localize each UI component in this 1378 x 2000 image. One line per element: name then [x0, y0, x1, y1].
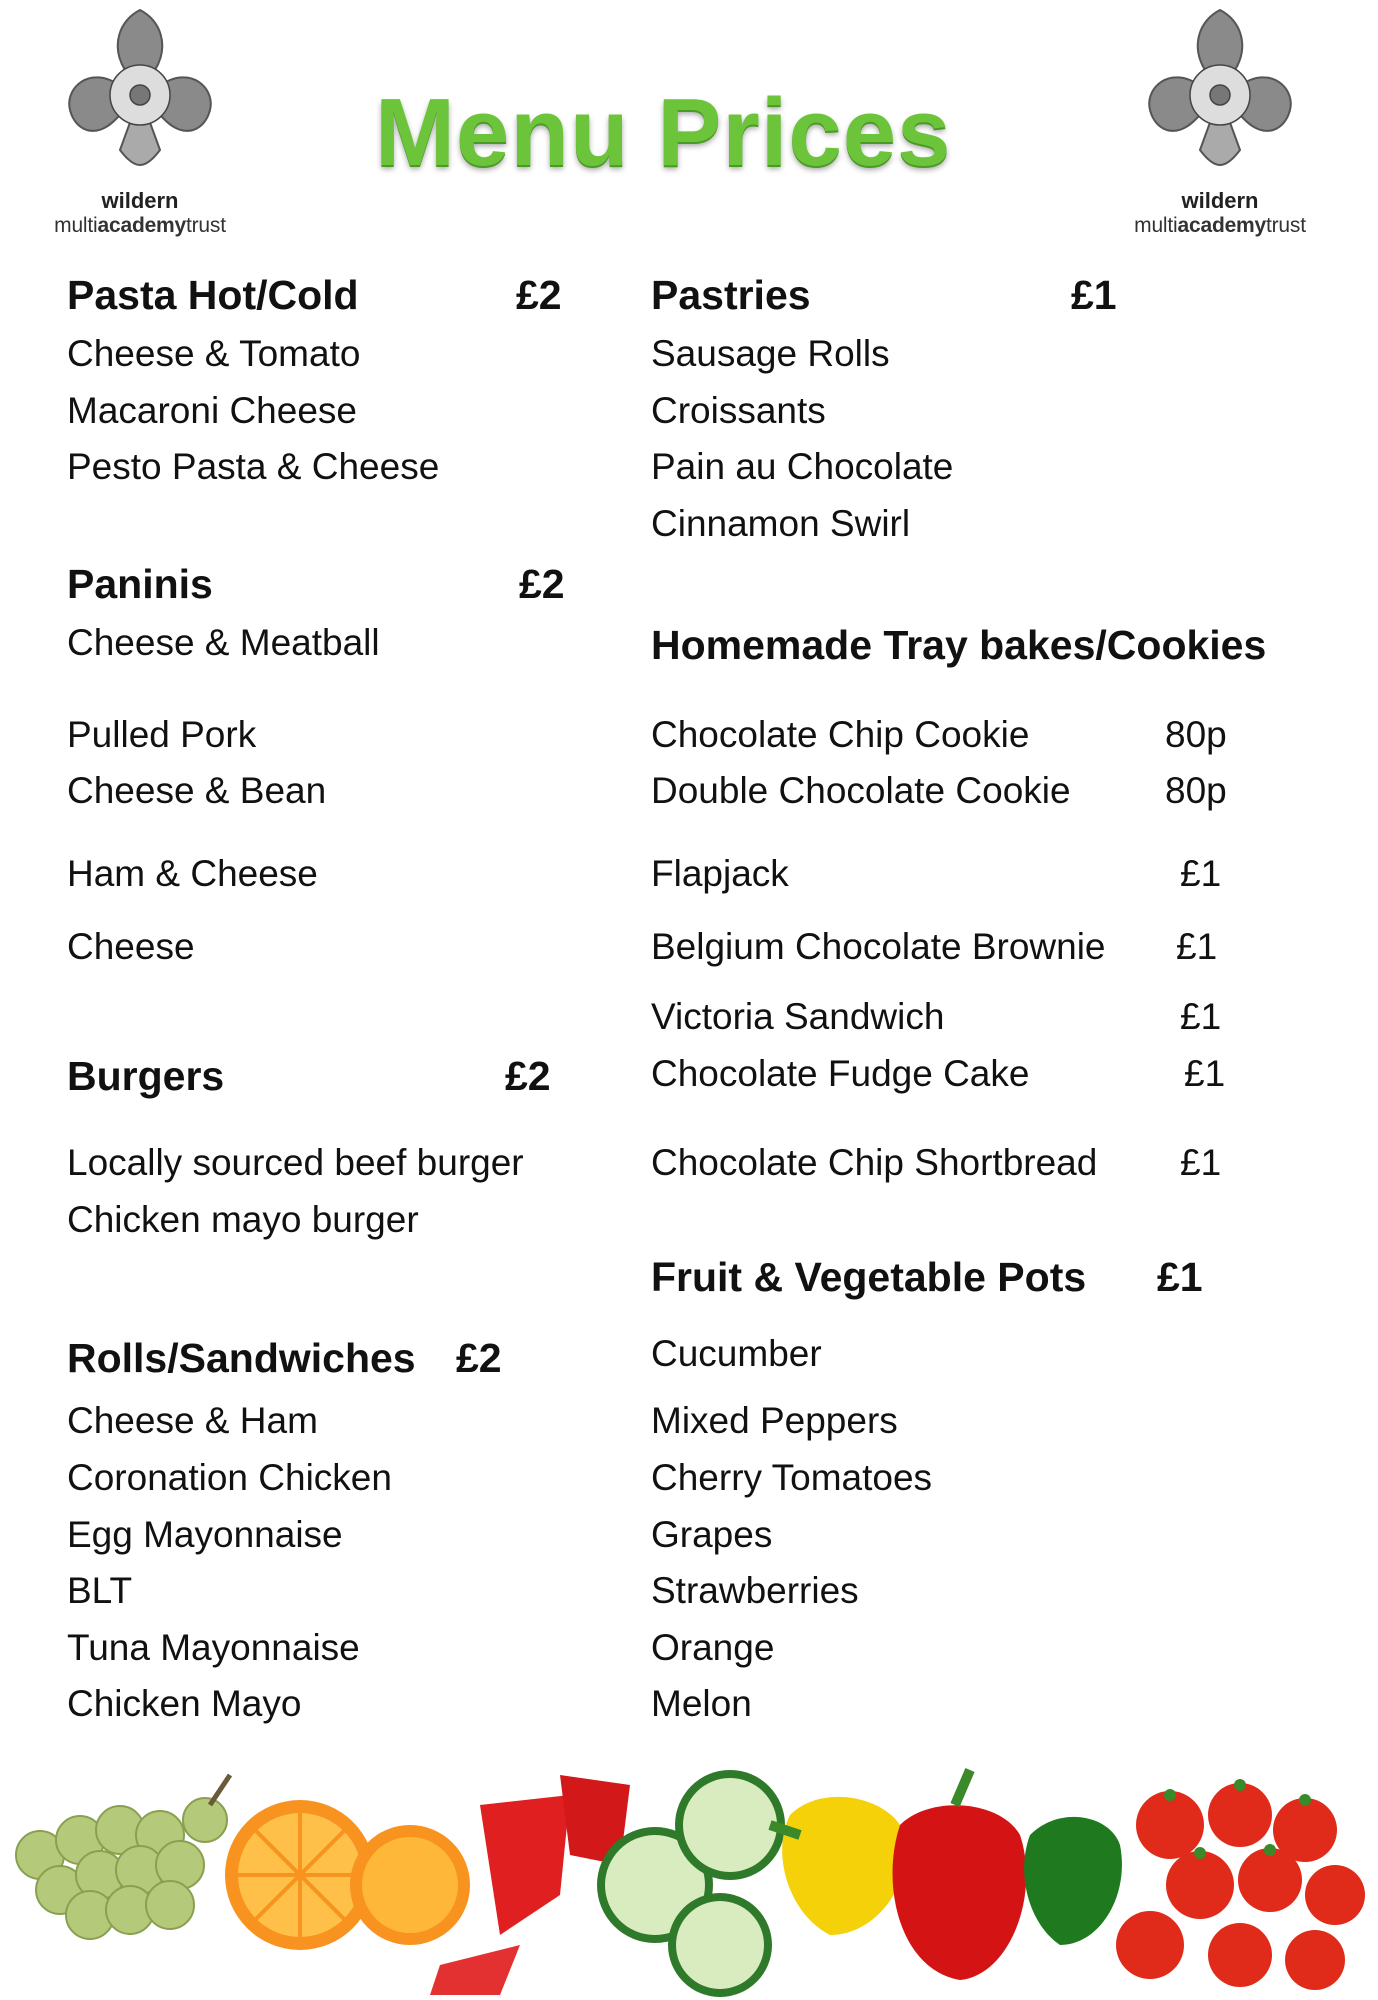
menu-item: Orange [651, 1627, 775, 1668]
menu-item: Egg Mayonnaise [67, 1514, 343, 1555]
pastries-heading: Pastries [651, 272, 811, 318]
logo-name: wildern [101, 188, 179, 213]
menu-item: Melon [651, 1683, 752, 1724]
logo-name: wildern [1181, 188, 1259, 213]
menu-item: Chocolate Fudge Cake [651, 1053, 1030, 1094]
menu-item: Chicken mayo burger [67, 1199, 419, 1240]
menu-item: Ham & Cheese [67, 853, 318, 894]
menu-item: Double Chocolate Cookie [651, 770, 1071, 811]
menu-item: Grapes [651, 1514, 773, 1555]
menu-item: Cheese & Ham [67, 1400, 318, 1441]
menu-item: Pulled Pork [67, 714, 257, 755]
item-price: £1 [1180, 996, 1222, 1037]
menu-item: Flapjack [651, 853, 789, 894]
menu-item: Cheese & Bean [67, 770, 327, 811]
menu-item: Cinnamon Swirl [651, 503, 911, 544]
menu-item: Macaroni Cheese [67, 390, 357, 431]
pasta-heading: Pasta Hot/Cold [67, 272, 359, 318]
menu-item: BLT [67, 1570, 133, 1611]
item-price: 80p [1165, 770, 1227, 811]
flower-logo-icon [1120, 0, 1320, 190]
fruit-vegetable-border [0, 1745, 1378, 2000]
rolls-price: £2 [456, 1335, 502, 1381]
orange-icon [225, 1800, 470, 1950]
fruit-price: £1 [1157, 1254, 1203, 1300]
pasta-price: £2 [516, 272, 562, 318]
menu-item: Strawberries [651, 1570, 859, 1611]
grapes-icon [16, 1775, 230, 1939]
menu-item: Sausage Rolls [651, 333, 890, 374]
fruit-heading: Fruit & Vegetable Pots [651, 1254, 1087, 1300]
menu-item: Pain au Chocolate [651, 446, 954, 487]
paninis-price: £2 [519, 561, 565, 607]
item-price: £1 [1184, 1053, 1226, 1094]
menu-item: Chicken Mayo [67, 1683, 302, 1724]
flower-logo-icon [40, 0, 240, 190]
menu-item: Pesto Pasta & Cheese [67, 446, 440, 487]
item-price: £1 [1180, 1142, 1222, 1183]
menu-item: Victoria Sandwich [651, 996, 945, 1037]
rolls-heading: Rolls/Sandwiches [67, 1335, 416, 1381]
menu-item: Belgium Chocolate Brownie [651, 926, 1106, 967]
menu-item: Chocolate Chip Shortbread [651, 1142, 1098, 1183]
logo-left [30, 0, 250, 238]
red-pepper-icon [893, 1770, 1027, 1980]
cherry-tomato-icon [1116, 1779, 1365, 1990]
logo-trust: multiacademytrust [1134, 214, 1306, 237]
menu-item: Cherry Tomatoes [651, 1457, 933, 1498]
menu-item: Cheese & Tomato [67, 333, 361, 374]
paninis-heading: Paninis [67, 561, 213, 607]
logo-trust: multiacademytrust [54, 214, 226, 237]
item-price: 80p [1165, 714, 1227, 755]
yellow-pepper-icon [770, 1797, 905, 1935]
green-pepper-icon [1024, 1817, 1122, 1945]
menu-item: Croissants [651, 390, 826, 431]
traybakes-heading: Homemade Tray bakes/Cookies [651, 622, 1267, 668]
item-price: £1 [1176, 926, 1218, 967]
burgers-heading: Burgers [67, 1053, 225, 1099]
item-price: £1 [1180, 853, 1222, 894]
menu-item: Chocolate Chip Cookie [651, 714, 1030, 755]
menu-item: Cheese [67, 926, 195, 967]
pastries-price: £1 [1071, 272, 1117, 318]
burgers-price: £2 [505, 1053, 551, 1099]
page-title: Menu Prices [375, 79, 952, 186]
menu-item: Mixed Peppers [651, 1400, 898, 1441]
menu-item: Coronation Chicken [67, 1457, 392, 1498]
logo-right [1110, 0, 1330, 238]
menu-item: Cucumber [651, 1333, 822, 1374]
menu-item: Tuna Mayonnaise [67, 1627, 360, 1668]
menu-item: Cheese & Meatball [67, 622, 380, 663]
menu-item: Locally sourced beef burger [67, 1142, 524, 1183]
